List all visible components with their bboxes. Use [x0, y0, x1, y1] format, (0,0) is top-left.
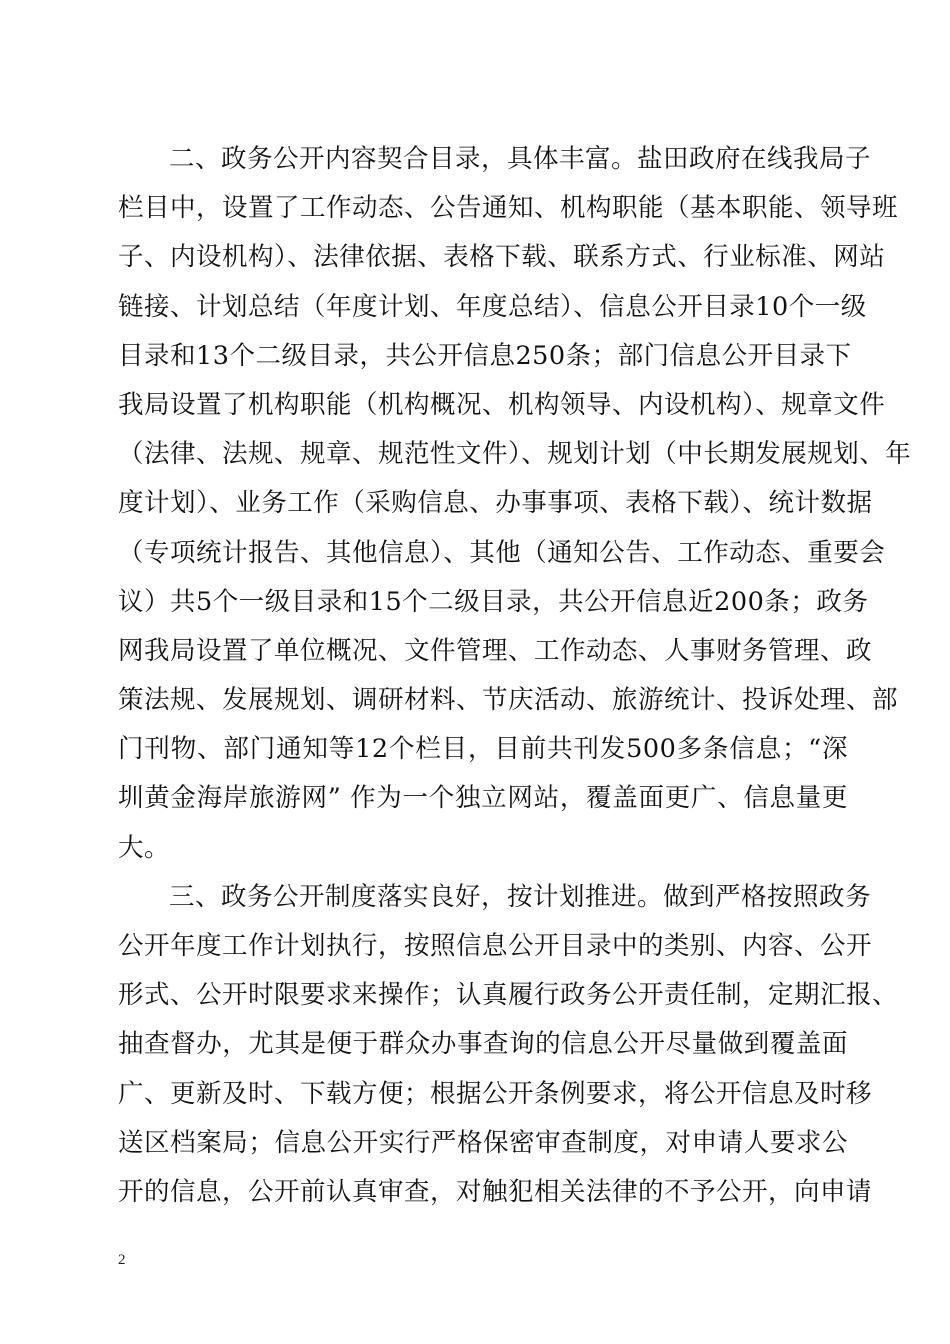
paragraph-line: （专项统计报告、其他信息）、其他（通知公告、工作动态、重要会 [118, 537, 886, 568]
paragraph-line: 形式、公开时限要求来操作；认真履行政务公开责任制，定期汇报、 [118, 980, 899, 1011]
paragraph-line: 栏目中，设置了工作动态、公告通知、机构职能（基本职能、领导班 [118, 193, 899, 224]
paragraph-line: 二、政务公开内容契合目录，具体丰富。盐田政府在线我局子 [169, 144, 872, 174]
paragraph-line: 抽查督办，尤其是便于群众办事查询的信息公开尽量做到覆盖面 [118, 1029, 848, 1060]
body-text [118, 135, 912, 1217]
paragraph-line: 子、内设机构）、法律依据、表格下载、联系方式、行业标准、网站 [118, 242, 886, 273]
paragraph-2 [118, 135, 912, 873]
page-number: 2 [118, 1252, 126, 1268]
paragraph-line: 门刊物、部门通知等12个栏目，目前共刊发500多条信息；“深 [118, 734, 848, 765]
paragraph-line: 大。 [118, 832, 171, 863]
paragraph-line: 度计划）、业务工作（采购信息、办事事项、表格下载）、统计数据 [118, 488, 873, 519]
paragraph-line: 广、更新及时、下载方便；根据公开条例要求，将公开信息及时移 [118, 1078, 873, 1109]
paragraph-line: 圳黄金海岸旅游网” 作为一个独立网站，覆盖面更广、信息量更 [118, 783, 848, 814]
paragraph-line: 议）共5个一级目录和15个二级目录，共公开信息近200条；政务 [118, 586, 869, 617]
paragraph-line: 三、政务公开制度落实良好，按计划推进。做到严格按照政务 [169, 881, 872, 912]
paragraph-line: 开的信息，公开前认真审查，对触犯相关法律的不予公开，向申请 [118, 1176, 873, 1207]
paragraph-line: 送区档案局；信息公开实行严格保密审查制度，对申请人要求公 [118, 1127, 848, 1158]
paragraph-line: 网我局设置了单位概况、文件管理、工作动态、人事财务管理、政 [118, 635, 873, 666]
paragraph-3 [118, 873, 899, 1217]
paragraph-line: 我局设置了机构职能（机构概况、机构领导、内设机构）、规章文件 [118, 389, 886, 420]
paragraph-line: 策法规、发展规划、调研材料、节庆活动、旅游统计、投诉处理、部 [118, 685, 899, 716]
paragraph-line: 链接、计划总结（年度计划、年度总结）、信息公开目录10个一级 [118, 291, 867, 322]
paragraph-line: 公开年度工作计划执行，按照信息公开目录中的类别、内容、公开 [118, 931, 873, 961]
paragraph-line: （法律、法规、规章、规范性文件）、规划计划（中长期发展规划、年 [118, 439, 912, 470]
paragraph-line: 目录和13个二级目录，共公开信息250条；部门信息公开目录下 [118, 340, 852, 371]
